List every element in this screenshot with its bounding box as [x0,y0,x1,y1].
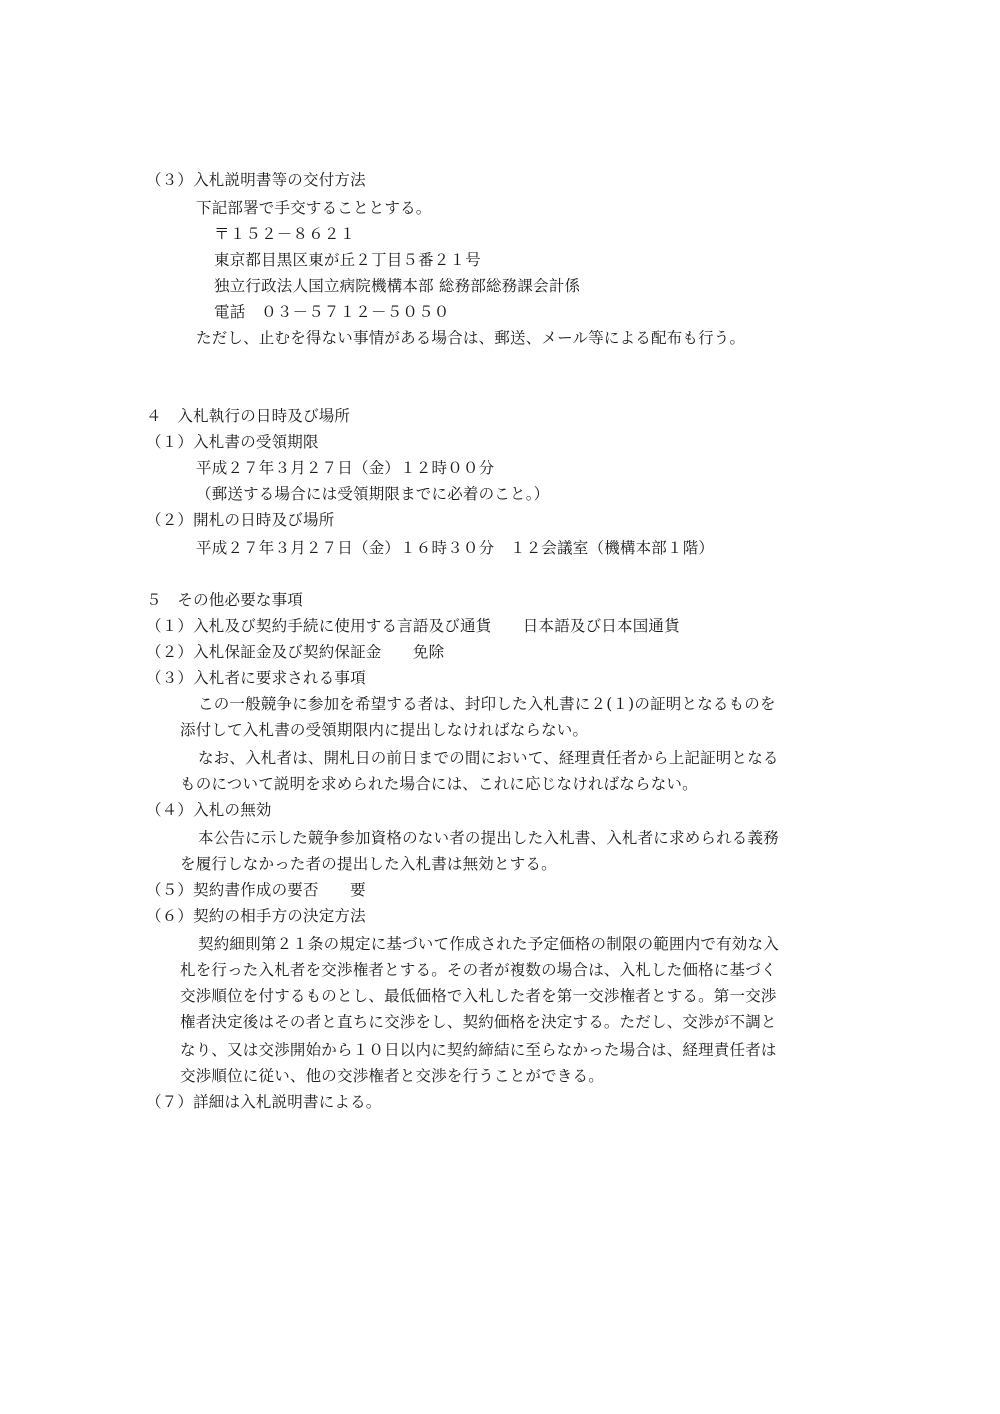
section5-item4-heading: （４）入札の無効 [146,801,272,819]
item6-line2: 札を行った入札者を交渉権者とする。その者が複数の場合は、入札した価格に基づく [180,961,777,979]
item6-line1: 契約細則第２１条の規定に基づいて作成された予定価格の制限の範囲内で有効な入 [198,935,779,953]
section5-item5: （５）契約書作成の要否 要 [146,881,366,899]
postal-code: 〒１５２－８６２１ [214,225,356,243]
section5-heading: ５ その他必要な事項 [146,591,304,609]
item6-line6: 交渉順位に従い、他の交渉権者と交渉を行うことができる。 [180,1067,604,1085]
section5-item2: （２）入札保証金及び契約保証金 免除 [146,643,445,661]
item3-paragraph2-line1: なお、入札者は、開札日の前日までの間において、経理責任者から上記証明となる [198,749,779,767]
section5-item3-heading: （３）入札者に要求される事項 [146,669,366,687]
opening-datetime-place: 平成２７年３月２７日（金）１６時３０分 １２会議室（機構本部１階） [196,539,715,557]
item3-paragraph1-line2: 添付して入札書の受領期限内に提出しなければならない。 [180,721,589,739]
section5-item7: （７）詳細は入札説明書による。 [146,1093,382,1111]
office-address: 東京都目黒区東が丘２丁目５番２１号 [214,251,481,269]
section4-item1-heading: （１）入札書の受領期限 [146,433,319,451]
item4-line1: 本公告に示した競争参加資格のない者の提出した入札書、入札者に求められる義務 [198,829,779,847]
section3-item3-heading: （３）入札説明書等の交付方法 [146,171,366,189]
bid-deadline: 平成２７年３月２７日（金）１２時００分 [196,459,495,477]
item3-paragraph1-line1: この一般競争に参加を希望する者は、封印した入札書に２(１)の証明となるものを [198,695,776,713]
section4-item2-heading: （２）開札の日時及び場所 [146,511,335,529]
item4-line2: を履行しなかった者の提出した入札書は無効とする。 [180,855,557,873]
section4-heading: ４ 入札執行の日時及び場所 [146,407,351,425]
item6-line5: なり、又は交渉開始から１０日以内に契約締結に至らなかった場合は、経理責任者は [180,1041,777,1059]
distribution-exception: ただし、止むを得ない事情がある場合は、郵送、メール等による配布も行う。 [196,329,746,347]
section5-item6-heading: （６）契約の相手方の決定方法 [146,907,366,925]
section5-item1: （１）入札及び契約手続に使用する言語及び通貨 日本語及び日本国通貨 [146,617,680,635]
item6-line4: 権者決定後はその者と直ちに交渉をし、契約価格を決定する。ただし、交渉が不調と [180,1013,777,1031]
item3-paragraph2-line2: ものについて説明を求められた場合には、これに応じなければならない。 [180,775,698,793]
item6-line3: 交渉順位を付するものとし、最低価格で入札した者を第一交渉権者とする。第一交渉 [180,987,777,1005]
bid-deadline-note: （郵送する場合には受領期限までに必着のこと。） [196,485,550,503]
office-name: 独立行政法人国立病院機構本部 総務部総務課会計係 [214,277,581,295]
office-phone: 電話 ０３－５７１２－５０５０ [214,303,450,321]
handover-text: 下記部署で手交することとする。 [196,199,432,217]
